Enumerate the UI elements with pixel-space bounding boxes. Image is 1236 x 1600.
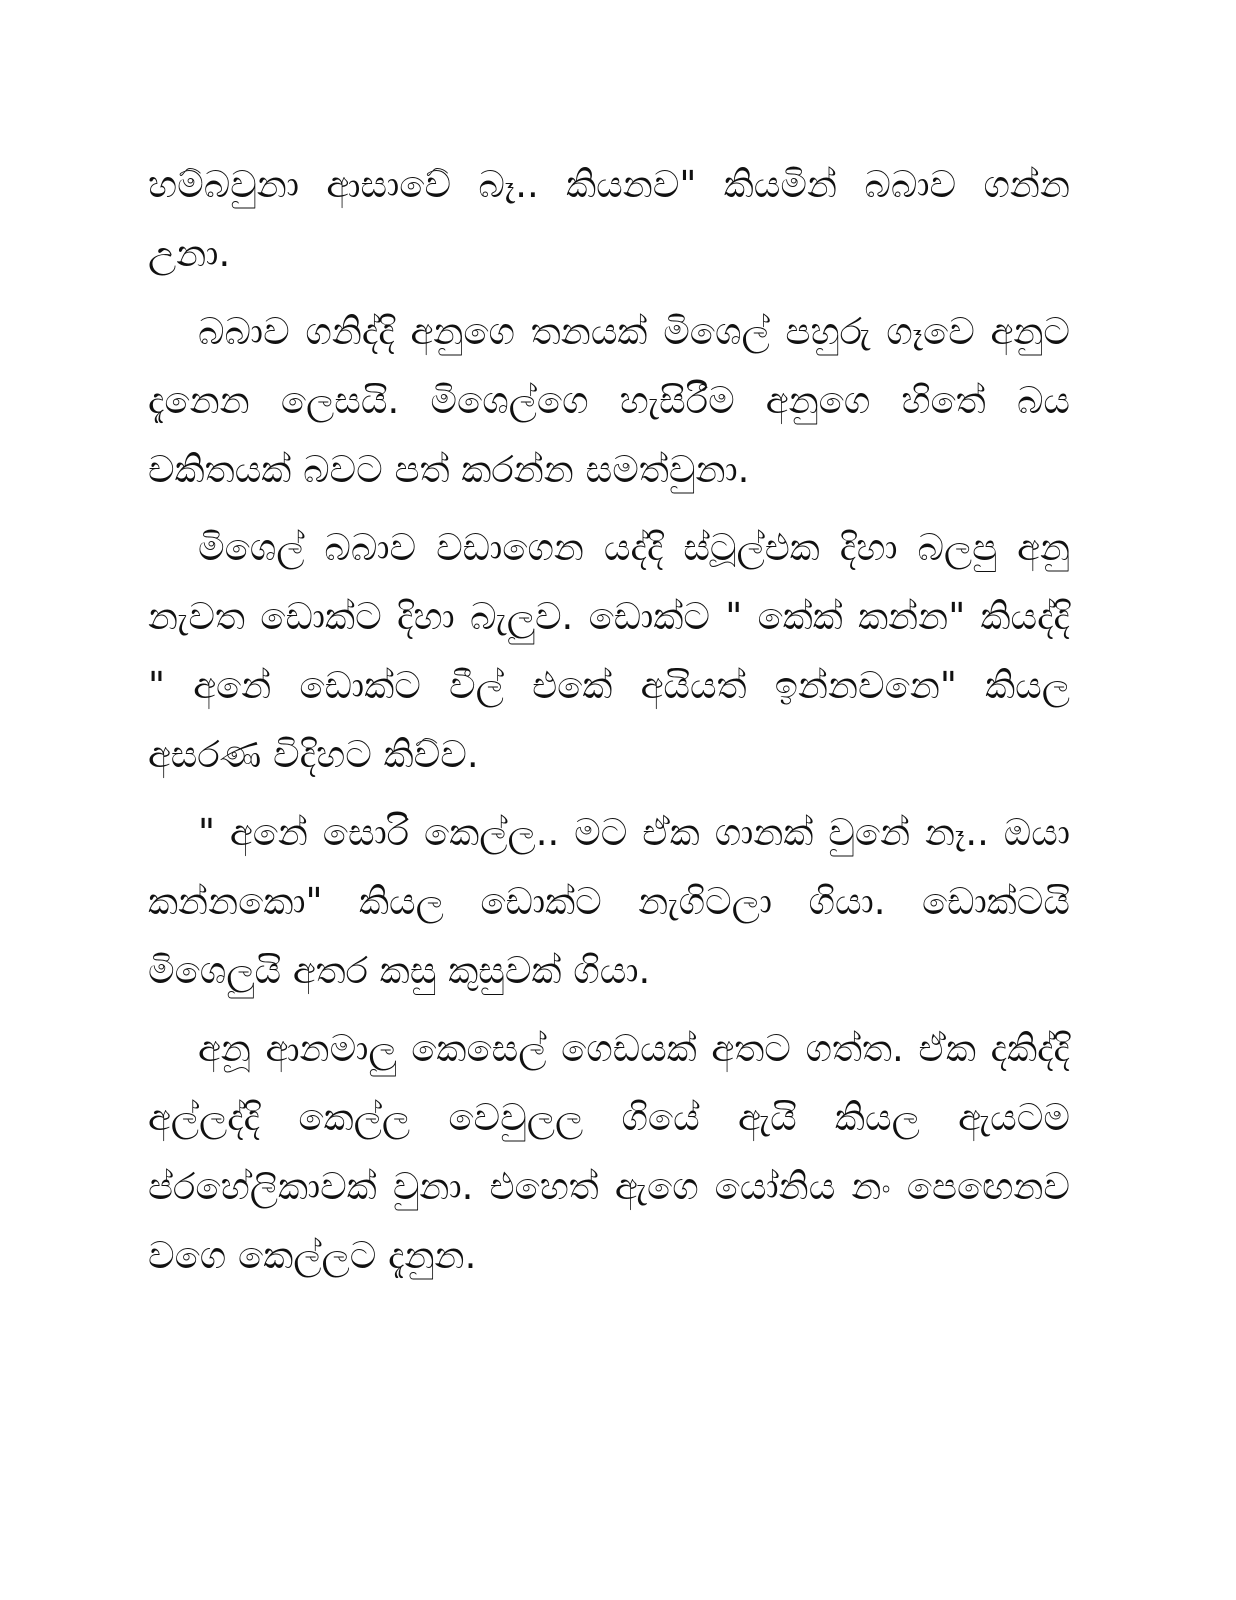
paragraph-2: බබාව ගනිද්දි අනුගෙ තනයක් මිශෙල් පහුරු ගෑවෙ අනුට දැනෙන ලෙසයි. මිශෙල්ගෙ හැසිරීම අනුගෙ හිතේ බය චකිතයක් බවට පත් කරන්න සමත්වුනා.	[148, 310, 1070, 491]
paragraph-1: හම්බවුනා ආසාවේ බෑ.. කියනව" කියමින් බබාව ගන්න උනා.	[148, 163, 1070, 275]
paragraph-4: " අනේ සොරි කෙල්ල.. මට ඒක ගානක් වුනේ නෑ.. ඔයා කන්නකො" කියල ඩොක්ට නැගිටලා ගියා. ඩොක්ටයි මිශෙලුයි අතර කසු කුසුවක් ගියා.	[148, 811, 1070, 992]
paragraph-5: අනූ ආනමාලු කෙසෙල් ගෙඩයක් අතට ගත්ත. ඒක දකිද්දි අල්ලද්දි කෙල්ල වෙවුලල ගියේ ඇයි කියල ඇයටම ප්රහේලිකාවක් වුනා. එහෙත් ඇගෙ යෝනිය නං පෙඟෙනව වගෙ කෙල්ලට දැනුන.	[148, 1027, 1070, 1277]
document-body	[148, 150, 1070, 1299]
paragraph-3: මිශෙල් බබාව වඩාගෙන යද්දි ස්ටූල්එක දිහා බලපු අනු නැවත ඩොක්ට දිහා බැලුව. ඩොක්ට " කේක් කන්න" කියද්දි " අනේ ඩොක්ට වීල් එකේ අයියත් ඉන්නවනෙ" කියල අසරණ විදිහට කිව්ව.	[148, 526, 1070, 776]
